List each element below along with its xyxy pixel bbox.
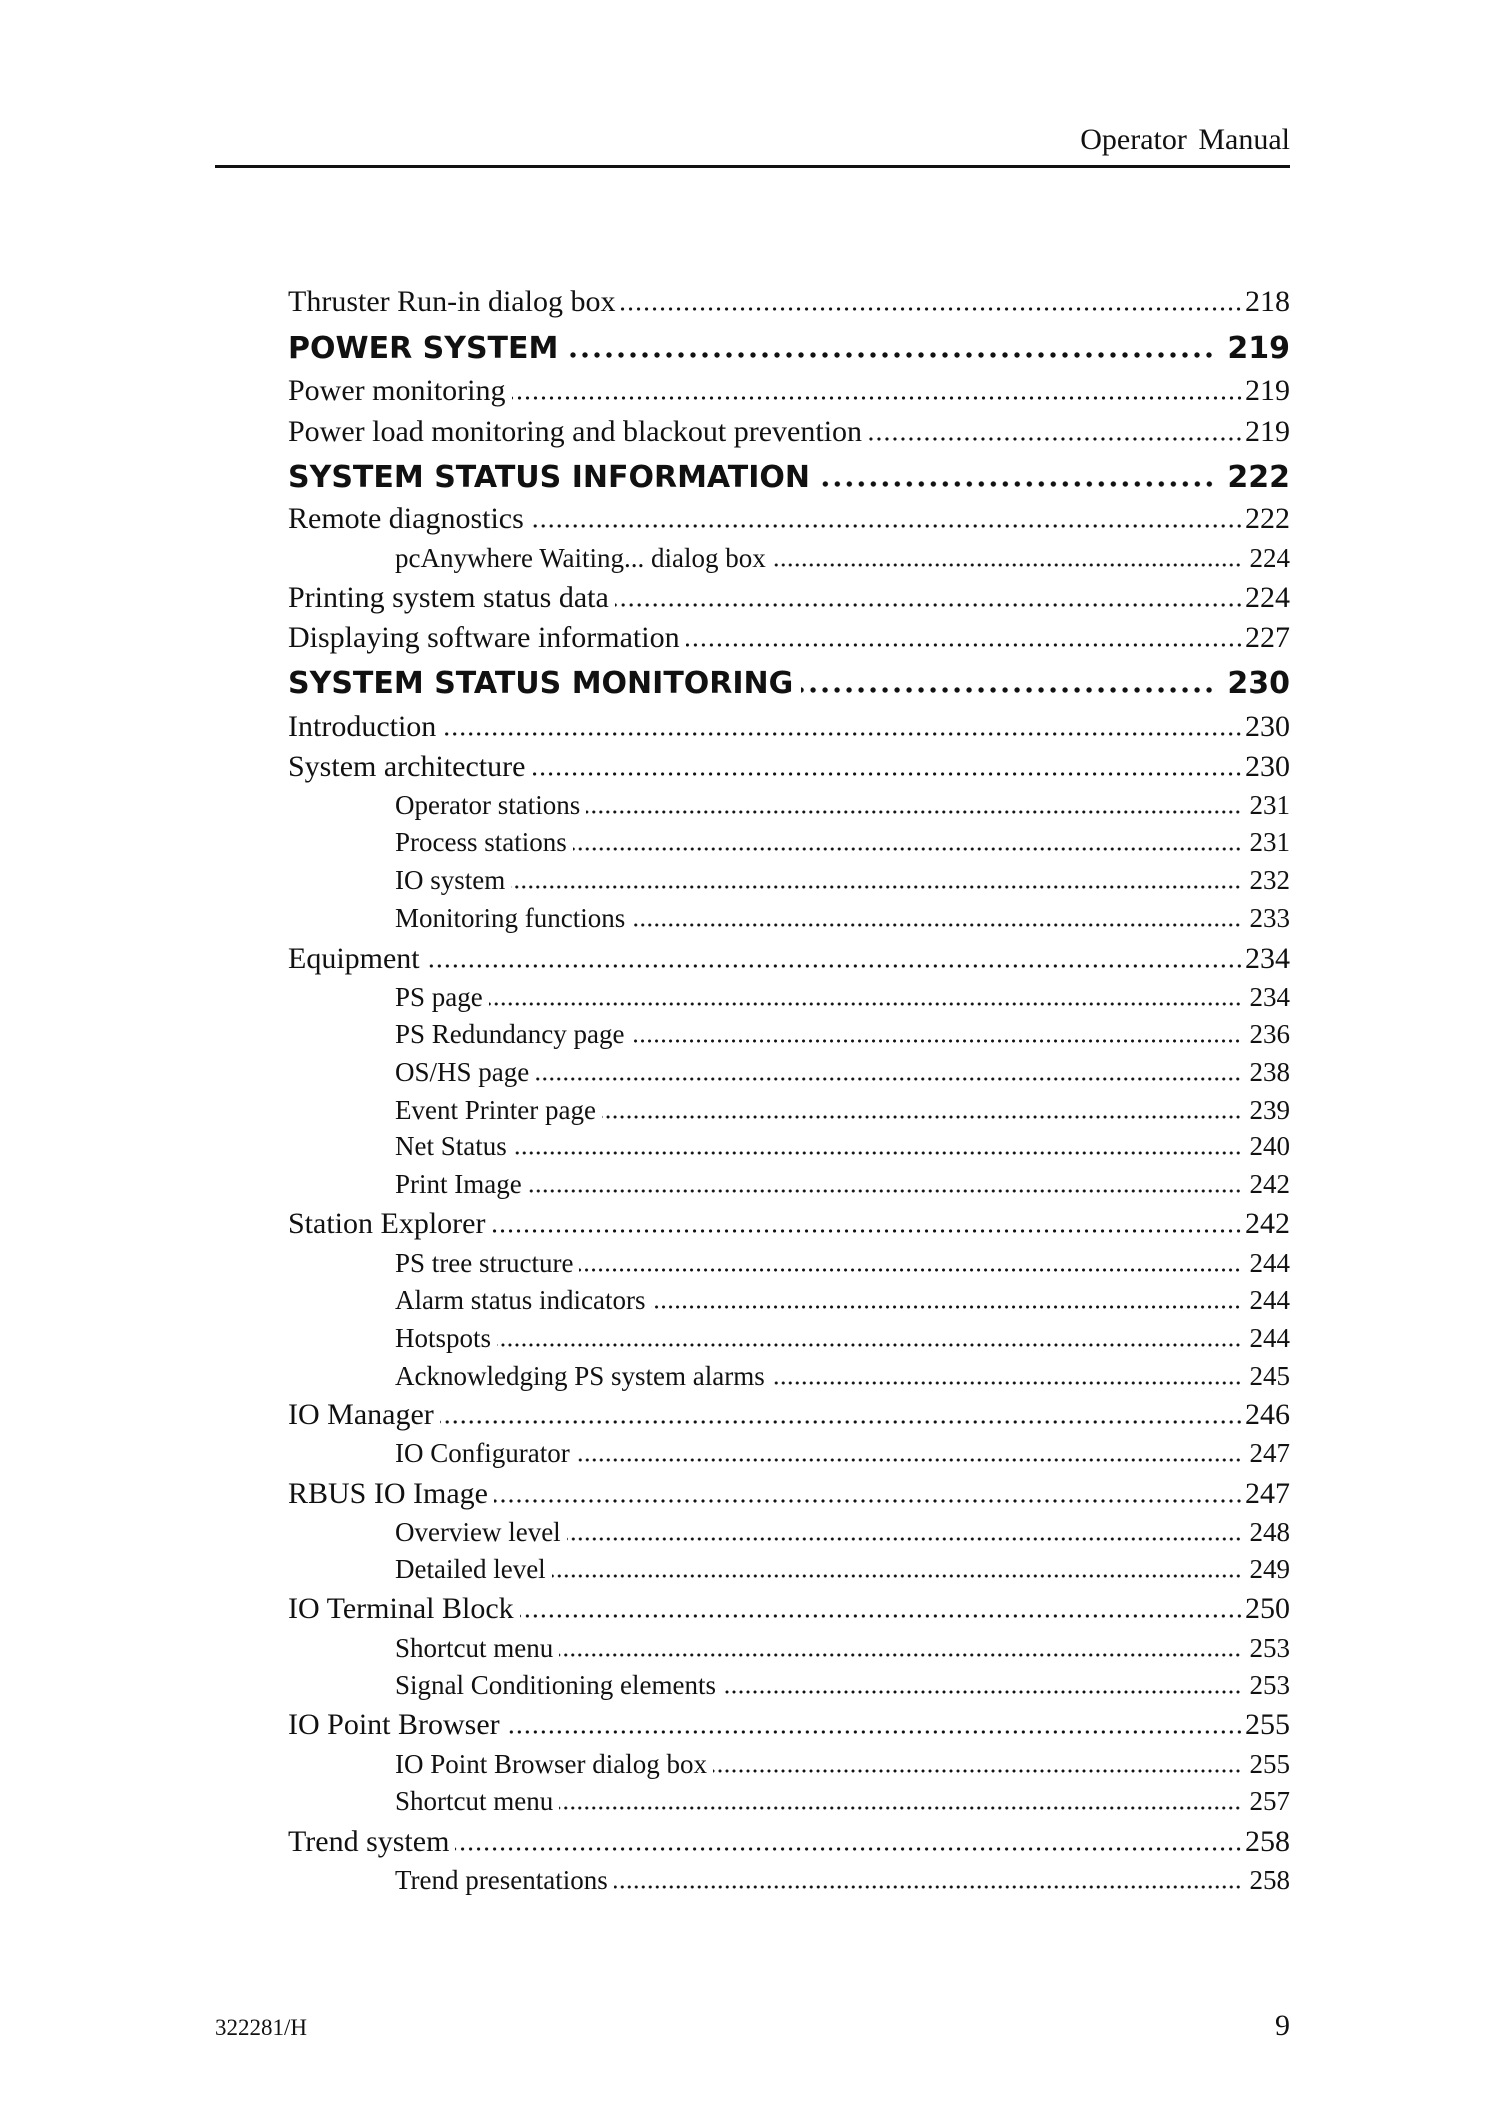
dot-leader bbox=[713, 1769, 1242, 1773]
toc-entry-page: 250 bbox=[1245, 1592, 1290, 1625]
header-rule bbox=[215, 165, 1290, 168]
toc-subentry-page: 244 bbox=[1249, 1323, 1290, 1353]
toc-entry-title: IO Manager bbox=[288, 1398, 434, 1431]
toc-entry bbox=[288, 618, 1290, 658]
toc-entry bbox=[288, 578, 1290, 618]
dot-leader bbox=[771, 1381, 1242, 1385]
toc-subentry bbox=[395, 1128, 1290, 1164]
toc-subentry-page: 238 bbox=[1249, 1057, 1290, 1087]
toc-entry-page: 224 bbox=[1245, 581, 1290, 614]
toc-entry-page: 242 bbox=[1245, 1207, 1290, 1240]
dot-leader bbox=[511, 885, 1241, 889]
toc-subentry bbox=[395, 1667, 1290, 1703]
toc-entry-page: 219 bbox=[1245, 415, 1290, 448]
toc-subentry bbox=[395, 1282, 1290, 1318]
toc-subentry-page: 240 bbox=[1249, 1131, 1290, 1161]
toc-entry-title: Thruster Run-in dialog box bbox=[288, 285, 616, 318]
toc-entry bbox=[288, 1705, 1290, 1745]
toc-subentry-page: 239 bbox=[1249, 1095, 1290, 1125]
toc-subentry bbox=[395, 1245, 1290, 1281]
toc-entry-title: Station Explorer bbox=[288, 1207, 486, 1240]
toc-subentry-page: 242 bbox=[1249, 1169, 1290, 1199]
dot-leader bbox=[621, 307, 1243, 311]
running-header: Operator Manual bbox=[1080, 123, 1290, 156]
toc-entry-title: Power load monitoring and blackout prevention bbox=[288, 415, 863, 448]
toc-subentry bbox=[395, 1320, 1290, 1356]
toc-subentry-page: 234 bbox=[1249, 982, 1290, 1012]
toc-subentry-title: OS/HS page bbox=[395, 1057, 530, 1087]
dot-leader bbox=[602, 1115, 1242, 1119]
toc-subentry bbox=[395, 1054, 1290, 1090]
dot-leader bbox=[615, 603, 1243, 607]
toc-entry-title: Introduction bbox=[288, 710, 437, 743]
toc-subentry bbox=[395, 1435, 1290, 1471]
toc-subentry-title: Detailed level bbox=[395, 1554, 546, 1584]
toc-entry-page: 218 bbox=[1245, 285, 1290, 318]
dot-leader bbox=[559, 1806, 1241, 1810]
toc-entry-page: 246 bbox=[1245, 1398, 1290, 1431]
toc-subentry-page: 245 bbox=[1249, 1361, 1290, 1391]
toc-entry-title: IO Terminal Block bbox=[288, 1592, 514, 1625]
toc-subentry bbox=[395, 862, 1290, 898]
toc-section-title: SYSTEM STATUS MONITORING bbox=[288, 666, 794, 701]
toc-entry-title: Equipment bbox=[288, 942, 420, 975]
toc-subentry-page: 232 bbox=[1249, 865, 1290, 895]
toc-entry bbox=[288, 707, 1290, 747]
toc-subentry-title: Shortcut menu bbox=[395, 1786, 554, 1816]
toc-entry-page: 258 bbox=[1245, 1825, 1290, 1858]
toc-subentry-title: PS page bbox=[395, 982, 483, 1012]
toc-subentry-page: 248 bbox=[1249, 1517, 1290, 1547]
toc-entry bbox=[288, 499, 1290, 539]
toc-entry bbox=[288, 1395, 1290, 1435]
toc-subentry-page: 253 bbox=[1249, 1670, 1290, 1700]
dot-leader bbox=[630, 1039, 1241, 1043]
dot-leader bbox=[567, 1537, 1242, 1541]
toc-subentry-title: Shortcut menu bbox=[395, 1633, 554, 1663]
toc-entry-page: 230 bbox=[1245, 750, 1290, 783]
toc-entry-page: 222 bbox=[1245, 502, 1290, 535]
toc-subentry-page: 255 bbox=[1249, 1749, 1290, 1779]
toc-subentry bbox=[395, 1166, 1290, 1202]
toc-subentry-title: Process stations bbox=[395, 827, 567, 857]
toc-section-heading bbox=[288, 458, 1290, 498]
toc-entry-title: Printing system status data bbox=[288, 581, 609, 614]
dot-leader bbox=[440, 1420, 1243, 1424]
toc-entry bbox=[288, 747, 1290, 787]
dot-leader bbox=[530, 524, 1243, 528]
toc-subentry-title: Operator stations bbox=[395, 790, 581, 820]
document-id: 322281/H bbox=[215, 2015, 307, 2040]
toc-subentry bbox=[395, 1630, 1290, 1666]
dot-leader bbox=[513, 1151, 1242, 1155]
toc-subentry-page: 257 bbox=[1249, 1786, 1290, 1816]
dot-leader bbox=[494, 1499, 1243, 1503]
toc-subentry bbox=[395, 1514, 1290, 1550]
dot-leader bbox=[497, 1343, 1241, 1347]
toc-entry-page: 255 bbox=[1245, 1708, 1290, 1741]
toc-entry bbox=[288, 1822, 1290, 1862]
toc-subentry-page: 247 bbox=[1249, 1438, 1290, 1468]
toc-subentry-title: IO system bbox=[395, 865, 506, 895]
toc-entry-title: RBUS IO Image bbox=[288, 1477, 488, 1510]
toc-entry bbox=[288, 1474, 1290, 1514]
toc-subentry bbox=[395, 540, 1290, 576]
toc-subentry-page: 231 bbox=[1249, 790, 1290, 820]
toc-subentry bbox=[395, 1358, 1290, 1394]
toc-subentry-title: pcAnywhere Waiting... dialog box bbox=[395, 543, 766, 573]
dot-leader bbox=[512, 396, 1244, 400]
toc-subentry-page: 258 bbox=[1249, 1865, 1290, 1895]
dot-leader bbox=[576, 1458, 1242, 1462]
toc-subentry-title: Overview level bbox=[395, 1517, 561, 1547]
dot-leader bbox=[573, 847, 1242, 851]
dot-leader bbox=[426, 964, 1243, 968]
toc-subentry bbox=[395, 1551, 1290, 1587]
toc-subentry-page: 244 bbox=[1249, 1285, 1290, 1315]
toc-subentry-page: 253 bbox=[1249, 1633, 1290, 1663]
toc-entry-title: Remote diagnostics bbox=[288, 502, 524, 535]
dot-leader bbox=[442, 732, 1243, 736]
dot-leader bbox=[818, 481, 1215, 487]
toc-entry-title: Trend system bbox=[288, 1825, 450, 1858]
toc-section-page: 219 bbox=[1227, 331, 1290, 366]
dot-leader bbox=[614, 1885, 1242, 1889]
toc-subentry-title: Net Status bbox=[395, 1131, 507, 1161]
dot-leader bbox=[535, 1077, 1241, 1081]
dot-leader bbox=[772, 563, 1242, 567]
dot-leader bbox=[528, 1189, 1242, 1193]
toc-subentry-page: 244 bbox=[1249, 1248, 1290, 1278]
dot-leader bbox=[631, 923, 1241, 927]
toc-subentry-title: Hotspots bbox=[395, 1323, 492, 1353]
toc-subentry-title: Alarm status indicators bbox=[395, 1285, 646, 1315]
dot-leader bbox=[686, 643, 1243, 647]
toc-subentry bbox=[395, 1016, 1290, 1052]
toc-subentry bbox=[395, 1092, 1290, 1128]
toc-entry bbox=[288, 1589, 1290, 1629]
toc-entry-page: 219 bbox=[1245, 374, 1290, 407]
toc-subentry-page: 236 bbox=[1249, 1019, 1290, 1049]
dot-leader bbox=[491, 1229, 1243, 1233]
dot-leader bbox=[868, 437, 1243, 441]
toc-subentry bbox=[395, 1783, 1290, 1819]
dot-leader bbox=[455, 1847, 1243, 1851]
toc-subentry bbox=[395, 979, 1290, 1015]
toc-subentry-page: 249 bbox=[1249, 1554, 1290, 1584]
toc-subentry-title: Signal Conditioning elements bbox=[395, 1670, 716, 1700]
toc-subentry-title: IO Configurator bbox=[395, 1438, 570, 1468]
toc-entry-title: Power monitoring bbox=[288, 374, 506, 407]
toc-subentry-title: IO Point Browser dialog box bbox=[395, 1749, 707, 1779]
toc-subentry-title: PS Redundancy page bbox=[395, 1019, 625, 1049]
toc-entry bbox=[288, 371, 1290, 411]
toc-subentry bbox=[395, 824, 1290, 860]
dot-leader bbox=[801, 687, 1215, 693]
page-number: 9 bbox=[1275, 2009, 1290, 2042]
dot-leader bbox=[566, 352, 1215, 358]
dot-leader bbox=[651, 1305, 1241, 1309]
toc-entry bbox=[288, 412, 1290, 452]
toc-section-title: SYSTEM STATUS INFORMATION bbox=[288, 460, 811, 495]
toc-section-heading bbox=[288, 329, 1290, 369]
toc-subentry bbox=[395, 1862, 1290, 1898]
dot-leader bbox=[520, 1614, 1243, 1618]
toc-subentry bbox=[395, 1746, 1290, 1782]
toc-entry bbox=[288, 282, 1290, 322]
toc-section-page: 230 bbox=[1227, 666, 1290, 701]
toc-section-page: 222 bbox=[1227, 460, 1290, 495]
toc-entry-title: Displaying software information bbox=[288, 621, 680, 654]
toc-entry-page: 227 bbox=[1245, 621, 1290, 654]
toc-subentry-page: 231 bbox=[1249, 827, 1290, 857]
toc-entry bbox=[288, 1204, 1290, 1244]
toc-entry-title: IO Point Browser bbox=[288, 1708, 500, 1741]
toc-section-heading bbox=[288, 664, 1290, 704]
toc-subentry-page: 224 bbox=[1249, 543, 1290, 573]
toc-subentry-title: PS tree structure bbox=[395, 1248, 574, 1278]
dot-leader bbox=[722, 1690, 1242, 1694]
dot-leader bbox=[579, 1268, 1241, 1272]
toc-subentry-title: Print Image bbox=[395, 1169, 522, 1199]
dot-leader bbox=[489, 1002, 1242, 1006]
toc-subentry bbox=[395, 900, 1290, 936]
toc-entry-page: 234 bbox=[1245, 942, 1290, 975]
toc-subentry bbox=[395, 787, 1290, 823]
dot-leader bbox=[506, 1730, 1243, 1734]
toc-section-title: POWER SYSTEM bbox=[288, 331, 559, 366]
toc-subentry-title: Trend presentations bbox=[395, 1865, 608, 1895]
toc-subentry-page: 233 bbox=[1249, 903, 1290, 933]
toc-subentry-title: Acknowledging PS system alarms bbox=[395, 1361, 765, 1391]
toc-subentry-title: Event Printer page bbox=[395, 1095, 596, 1125]
toc-entry-page: 247 bbox=[1245, 1477, 1290, 1510]
dot-leader bbox=[552, 1574, 1242, 1578]
toc-entry bbox=[288, 939, 1290, 979]
toc-subentry-title: Monitoring functions bbox=[395, 903, 626, 933]
toc-entry-page: 230 bbox=[1245, 710, 1290, 743]
dot-leader bbox=[586, 810, 1241, 814]
toc-entry-title: System architecture bbox=[288, 750, 526, 783]
dot-leader bbox=[531, 772, 1243, 776]
dot-leader bbox=[559, 1653, 1241, 1657]
